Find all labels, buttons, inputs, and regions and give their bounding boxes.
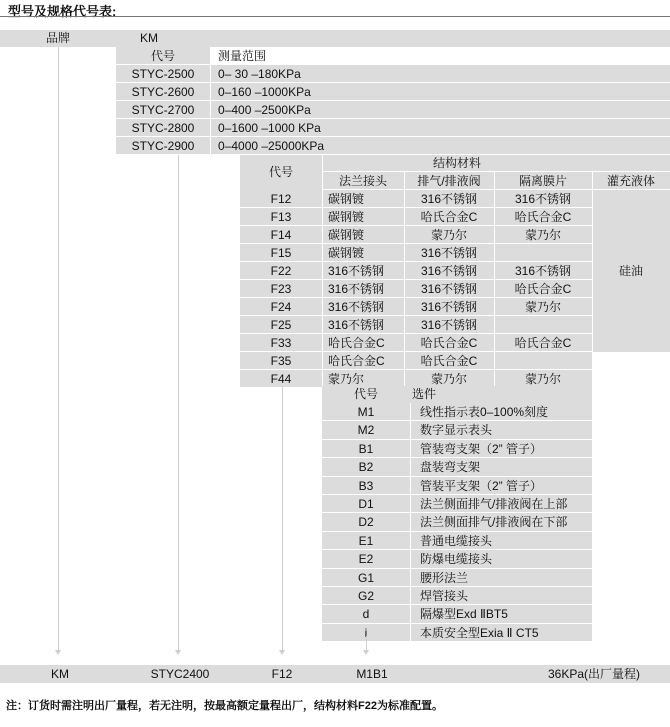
material-row-flange: 316不锈钢: [328, 300, 385, 314]
guide-line-2: [178, 155, 179, 650]
guide-arrow-3: [279, 650, 285, 655]
material-row-diaphragm: 蒙乃尔: [524, 228, 561, 242]
option-row-option: 防爆电缆接头: [420, 552, 493, 567]
range-row-code: STYC-2700: [131, 103, 195, 117]
option-header-option: 选件: [412, 387, 437, 401]
guide-line-1: [58, 47, 59, 650]
option-row-code: M2: [357, 423, 375, 438]
material-row-code: F25: [270, 318, 292, 332]
guide-arrow-1: [55, 650, 61, 655]
range-row-range: 0–400 –2500KPa: [218, 103, 311, 117]
range-header-code: 代号: [150, 49, 175, 63]
material-row-valve: 蒙乃尔: [430, 372, 467, 386]
example-brand: KM: [51, 667, 69, 681]
option-row-option: 管装平支架（2” 管子）: [420, 478, 543, 493]
option-row-code: D2: [358, 515, 374, 530]
option-row-option: 盘装弯支架: [420, 460, 481, 475]
range-row-range: 0–1600 –1000 KPa: [218, 121, 321, 135]
option-row-option: 焊管接头: [420, 589, 469, 603]
material-subheader-fill: 灌充液体: [606, 174, 655, 188]
material-row-flange: 哈氏合金C: [328, 336, 385, 350]
option-row-code: G2: [357, 589, 374, 603]
material-row-diaphragm: 哈氏合金C: [514, 210, 572, 224]
material-row-code: F33: [270, 336, 292, 350]
material-subheader-diaphragm: 隔离膜片: [518, 174, 567, 188]
material-row-flange: 蒙乃尔: [328, 372, 365, 386]
material-row-diaphragm-bg: [494, 244, 592, 262]
material-row-valve: 316不锈钢: [420, 300, 478, 314]
option-row-code: E2: [358, 552, 374, 567]
guide-arrow-4: [363, 650, 369, 655]
range-row-range: 0–4000 –25000KPa: [218, 139, 325, 153]
option-row-code: G1: [357, 570, 374, 585]
material-row-diaphragm-bg: [494, 316, 592, 334]
material-row-valve: 316不锈钢: [420, 264, 478, 278]
material-row-valve: 哈氏合金C: [420, 354, 478, 368]
material-row-diaphragm-bg: [494, 352, 592, 370]
guide-arrow-2: [175, 650, 181, 655]
range-row-code: STYC-2500: [131, 67, 195, 81]
brand-label: 品牌: [45, 31, 70, 45]
material-row-code: F24: [270, 300, 292, 314]
material-row-flange: 316不锈钢: [328, 264, 385, 278]
option-row-code: B3: [358, 478, 374, 493]
material-row-diaphragm: 316不锈钢: [514, 192, 572, 206]
material-row-valve: 316不锈钢: [420, 318, 478, 332]
brand-value: KM: [140, 31, 158, 45]
range-row-code: STYC-2900: [131, 139, 195, 153]
option-row-option: 隔爆型Exd ⅡBT5: [420, 607, 508, 622]
option-row-option: 腰形法兰: [420, 570, 469, 585]
option-row-option: 数字显示表头: [420, 423, 493, 438]
example-range: 36KPa(出厂量程): [548, 667, 641, 681]
material-row-code: F35: [270, 354, 292, 368]
material-row-flange: 哈氏合金C: [328, 354, 385, 368]
option-row-code: M1: [357, 405, 375, 419]
example-options: M1B1: [356, 667, 388, 681]
option-row-option: 普通电缆接头: [420, 533, 493, 548]
material-row-flange: 碳钢镀: [328, 228, 365, 242]
material-row-flange: 316不锈钢: [328, 282, 385, 296]
material-row-valve: 316不锈钢: [420, 192, 478, 206]
range-row-range: 0– 30 –180KPa: [218, 67, 301, 81]
material-row-valve: 哈氏合金C: [420, 210, 478, 224]
material-header-group: 结构材料: [432, 156, 481, 170]
material-row-flange: 碳钢镀: [328, 192, 365, 206]
material-row-diaphragm: 哈氏合金C: [514, 336, 572, 350]
range-row-code: STYC-2600: [131, 85, 195, 99]
option-row-option: 线性指示表0–100%刻度: [420, 405, 549, 419]
option-row-code: E1: [358, 533, 374, 548]
material-row-code: F23: [270, 282, 292, 296]
material-row-valve: 蒙乃尔: [430, 228, 467, 242]
material-row-diaphragm: 蒙乃尔: [524, 372, 561, 386]
material-row-code: F14: [270, 228, 292, 242]
option-row-option: 法兰侧面排气/排液阀在下部: [420, 515, 568, 530]
option-row-code: B2: [358, 460, 374, 475]
material-row-flange: 316不锈钢: [328, 318, 385, 332]
range-row-code: STYC-2800: [131, 121, 195, 135]
range-row-range: 0–160 –1000KPa: [218, 85, 311, 99]
material-row-code: F22: [270, 264, 292, 278]
option-row-code: B1: [358, 441, 374, 456]
material-row-code: F44: [270, 372, 292, 386]
guide-line-3: [282, 386, 283, 650]
option-row-code: i: [364, 625, 368, 640]
material-row-valve: 316不锈钢: [420, 246, 478, 260]
option-row-code: D1: [358, 497, 374, 511]
title-divider: [0, 16, 670, 17]
footnote: 注：订货时需注明出厂量程，若无注明，按最高额定量程出厂，结构材料F22为标准配置。: [6, 700, 443, 712]
material-row-flange: 碳钢镀: [328, 210, 365, 224]
material-row-code: F12: [270, 192, 292, 206]
range-header-range: 测量范围: [218, 49, 267, 63]
option-header-code: 代号: [353, 387, 378, 401]
material-row-code: F13: [270, 210, 292, 224]
material-subheader-flange: 法兰接头: [338, 174, 387, 188]
page-title: 型号及规格代号表:: [8, 4, 117, 19]
example-material: F12: [271, 667, 293, 681]
material-row-diaphragm: 蒙乃尔: [524, 300, 561, 314]
material-row-code: F15: [270, 246, 292, 260]
material-row-diaphragm: 哈氏合金C: [514, 282, 572, 296]
material-row-flange: 碳钢镀: [328, 246, 365, 260]
material-header-code: 代号: [268, 165, 293, 179]
option-row-code: d: [362, 607, 370, 622]
example-model: STYC2400: [150, 667, 210, 681]
material-row-diaphragm: 316不锈钢: [514, 264, 572, 278]
option-row-option: 管装弯支架（2” 管子）: [420, 441, 543, 456]
material-fill-value: 硅油: [618, 264, 643, 278]
option-row-option: 本质安全型Exia Ⅱ CT5: [420, 625, 539, 640]
option-row-option: 法兰侧面排气/排液阀在上部: [420, 497, 568, 511]
material-row-valve: 316不锈钢: [420, 282, 478, 296]
guide-line-4: [366, 636, 367, 650]
material-row-valve: 哈氏合金C: [420, 336, 478, 350]
material-subheader-valve: 排气/排液阀: [417, 174, 481, 188]
